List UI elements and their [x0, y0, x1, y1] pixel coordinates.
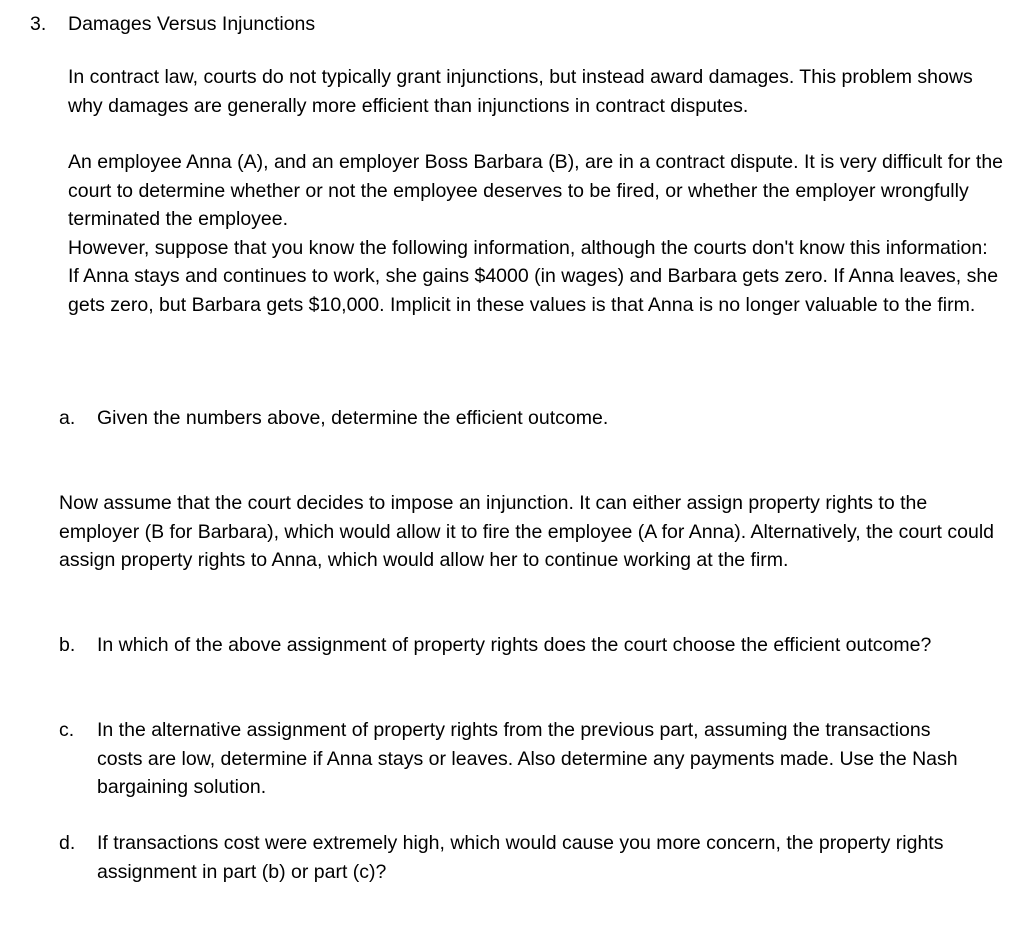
question-letter: b.: [59, 634, 76, 656]
intro-paragraph: [68, 63, 1008, 120]
intro-text: In contract law, courts do not typically grant injunctions, but instead award damages. This problem shows why damages are generally more efficient than injunctions in contract disputes.: [68, 66, 973, 117]
scenario-line: An employee Anna (A), and an employer Boss Barbara (B), are in a contract dispute. It is very difficult for the court to determine whether or not the employee deserves to be fired, or whether the employer wrongfully terminated the employee.: [68, 151, 1004, 230]
question-b: [59, 631, 979, 660]
question-letter: d.: [59, 832, 76, 854]
question-text: In the alternative assignment of property rights from the previous part, assuming the transactions costs are low, determine if Anna stays or leaves. Also determine any payments made. Use the Nash bargaining solution.: [97, 719, 958, 798]
question-d: [59, 829, 979, 886]
question-letter: a.: [59, 407, 76, 429]
scenario-line: However, suppose that you know the following information, although the courts don't know this information:: [68, 236, 988, 259]
question-a: [59, 404, 979, 433]
problem-number: 3.: [30, 13, 47, 35]
question-text: If transactions cost were extremely high, which would cause you more concern, the property rights assignment in part (b) or part (c)?: [97, 832, 944, 883]
question-c: [59, 716, 979, 802]
injunction-paragraph: [59, 489, 999, 575]
question-letter: c.: [59, 719, 75, 741]
question-text: Given the numbers above, determine the efficient outcome.: [97, 407, 609, 429]
problem-heading: [30, 10, 315, 39]
question-text: In which of the above assignment of property rights does the court choose the efficient outcome?: [97, 634, 932, 656]
scenario-line: If Anna stays and continues to work, she gains $4000 (in wages) and Barbara gets zero. If Anna leaves, she gets zero, but Barbara gets $10,000. Implicit in these values is that Anna is no longer valuable to the firm.: [68, 265, 999, 316]
problem-title: Damages Versus Injunctions: [68, 13, 316, 35]
injunction-text: Now assume that the court decides to impose an injunction. It can either assign property rights to the employer (B for Barbara), which would allow it to fire the employee (A for Anna). Alternatively, the court could assign property rights to Anna, which would allow her to continue working at the firm.: [59, 492, 995, 571]
scenario-paragraph: [68, 148, 1008, 319]
